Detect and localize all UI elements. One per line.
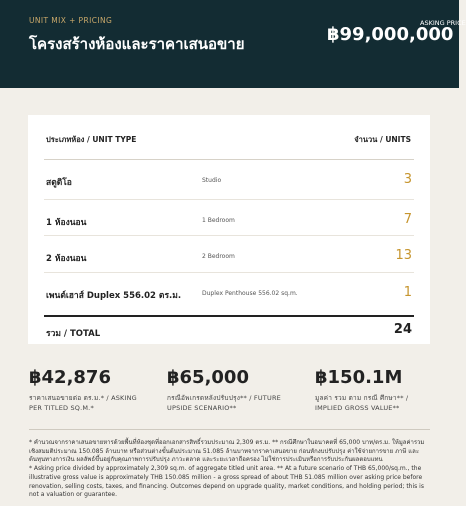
column-header-unit-type: ประเภทห้อง / UNIT TYPE	[46, 135, 137, 144]
metric-asking-per-sqm	[29, 367, 149, 413]
page-header	[0, 0, 466, 88]
section-divider	[29, 429, 430, 430]
table-row	[44, 199, 414, 240]
table-row	[44, 272, 414, 313]
unit-count: 13	[395, 248, 412, 263]
table-row	[44, 235, 414, 276]
unit-type-name: เพนต์เฮาส์ Duplex 556.02 ตร.ม.	[46, 291, 182, 301]
metric-value: ฿150.1M	[315, 367, 403, 388]
section-eyebrow: UNIT MIX + PRICING	[29, 16, 113, 25]
total-label: รวม / TOTAL	[46, 329, 101, 339]
unit-type-name: 1 ห้องนอน	[46, 218, 87, 228]
unit-type-name: 2 ห้องนอน	[46, 254, 87, 264]
metric-value: ฿42,876	[29, 367, 111, 388]
page-title: โครงสร้างห้องและราคาเสนอขาย	[29, 35, 245, 53]
unit-type-english: Studio	[202, 177, 222, 184]
total-row	[44, 315, 414, 345]
total-value: 24	[393, 322, 412, 337]
metric-label: กรณีอัพเกรดหลังปรับปรุง** / FUTURE UPSIDE SCENARIO**	[167, 394, 281, 412]
column-header-units: จำนวน / UNITS	[354, 135, 411, 144]
unit-count: 7	[403, 212, 412, 227]
unit-type-english: 1 Bedroom	[202, 217, 235, 224]
metric-label: มูลค่า รวม ตาม กรณี ศึกษา** / IMPLIED GROSS VALUE**	[315, 394, 409, 412]
metric-label: ราคาเสนอขายต่อ ตร.ม.* / ASKING PER TITLED SQ.M.*	[29, 394, 137, 412]
metric-value: ฿65,000	[167, 367, 249, 388]
unit-type-name: สตูดิโอ	[46, 178, 72, 188]
asking-price: ฿99,000,000	[327, 24, 454, 45]
table-row	[44, 159, 414, 200]
unit-mix-table	[28, 115, 430, 344]
footnote	[29, 439, 430, 500]
metric-implied-gross-value	[315, 367, 433, 413]
footnote-thai: * คำนวณจากราคาเสนอขายหารด้วยพื้นที่ห้องชุดที่ออกเอกสารสิทธิ์รวมประมาณ 2,309 ตร.ม. ** กรณีศึกษาในอนาคตที่ 65,000 บาท/ตร.ม. ให้มูลค่ารวมเชิงสมมติประมาณ 150.085 ล้านบาท หรือส่วนต่างขั้นต้นประมาณ 51.085 ล้านบาทจากราคาเสนอขาย ก่อนหักงบปรับปรุง ค่าใช้จ่ายการขาย ภาษี และต้นทุนทางการเงิน ผลลัพธ์ขึ้นอยู่กับคุณภาพการปรับปรุง ภาวะตลาด และระยะเวลาถือครอง ไม่ใช่การประเมินหรือการรับประกันผลตอบแทน	[29, 439, 425, 464]
footnote-english: * Asking price divided by approximately 2,309 sq.m. of aggregate titled unit area. ** At a future scenario of THB 65,000/sq.m., the illustrative gross value is approximately THB 150.085 million - a gross spread of about THB 51.085 million over asking price before renovation, selling costs, taxes, and financing. Outcomes depend on upgrade quality, market conditions, and holding period; this is not a valuation or guarantee.	[29, 465, 424, 499]
asking-price-label: ASKING PRICE	[420, 19, 466, 27]
unit-type-english: Duplex Penthouse 556.02 sq.m.	[202, 290, 298, 297]
unit-count: 3	[403, 172, 412, 187]
unit-type-english: 2 Bedroom	[202, 253, 235, 260]
unit-count: 1	[403, 285, 412, 300]
metric-future-upside	[167, 367, 292, 413]
